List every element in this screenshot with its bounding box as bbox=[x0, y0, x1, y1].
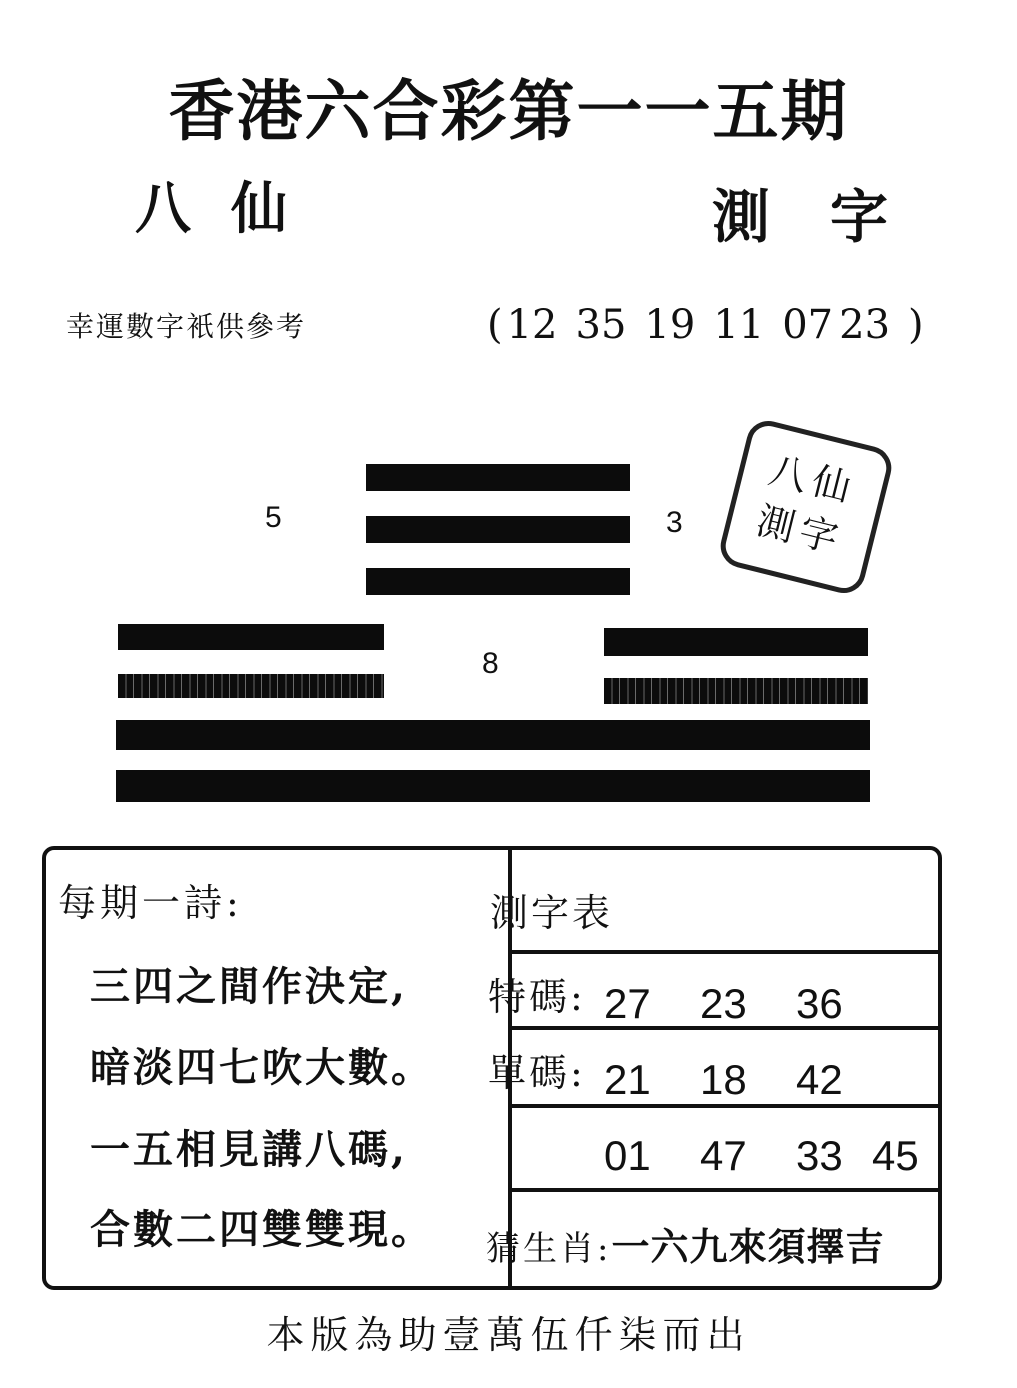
subtitle-baxian: 八仙 bbox=[135, 176, 327, 242]
lucky-number: 19 bbox=[644, 302, 696, 348]
lucky-open-paren: ( bbox=[487, 302, 503, 348]
table-number: 36 bbox=[796, 980, 843, 1027]
table-number: 23 bbox=[700, 980, 747, 1027]
stamp-line-2: 測字 bbox=[752, 498, 849, 563]
lucky-numbers-label: 幸運數字衹供參考 bbox=[66, 310, 307, 343]
lucky-number: 35 bbox=[575, 302, 627, 348]
lucky-number: 11 bbox=[713, 302, 765, 348]
table-number: 47 bbox=[700, 1132, 747, 1179]
lower-solid-bar-2 bbox=[116, 770, 870, 802]
poem-line: 暗淡四七吹大數。 bbox=[90, 1044, 434, 1091]
table-rule-3 bbox=[512, 1104, 938, 1108]
upper-bar-1 bbox=[366, 464, 630, 491]
table-number: 45 bbox=[872, 1132, 919, 1179]
extra-numbers bbox=[604, 1132, 932, 1180]
number-left: 5 bbox=[265, 501, 282, 534]
zodiac-row bbox=[486, 1216, 884, 1271]
upper-bar-3 bbox=[366, 568, 630, 595]
lower-broken-bar-left-2 bbox=[118, 674, 384, 698]
lower-broken-bar-right-2 bbox=[604, 678, 868, 704]
stamp-line-1: 八仙 bbox=[764, 447, 861, 512]
table-number: 42 bbox=[796, 1056, 843, 1103]
single-code-numbers bbox=[604, 1056, 892, 1104]
table-number: 21 bbox=[604, 1056, 651, 1103]
poem-line: 合數二四雙雙現。 bbox=[90, 1206, 434, 1253]
page-title: 香港六合彩第一一五期 bbox=[168, 72, 849, 150]
poem-title: 每期一詩: bbox=[58, 881, 243, 925]
poem-line: 一五相見講八碼, bbox=[90, 1126, 408, 1173]
table-number: 01 bbox=[604, 1132, 651, 1179]
table-number: 18 bbox=[700, 1056, 747, 1103]
lucky-number: 12 bbox=[506, 302, 558, 348]
footer-note: 本版為助壹萬伍仟柒而出 bbox=[266, 1313, 751, 1357]
subtitle-cezi: 測字 bbox=[712, 183, 949, 251]
lucky-number: 07 bbox=[782, 302, 834, 348]
lower-broken-bar-right-1 bbox=[604, 628, 868, 656]
number-right: 3 bbox=[666, 506, 683, 539]
table-title: 測字表 bbox=[490, 891, 614, 935]
lucky-close-paren: ) bbox=[908, 302, 924, 348]
zodiac-label: 猜生肖: bbox=[486, 1229, 612, 1269]
lower-solid-bar-1 bbox=[116, 720, 870, 750]
lower-broken-bar-left-1 bbox=[118, 624, 384, 650]
table-rule-4 bbox=[512, 1188, 938, 1192]
baxian-stamp bbox=[716, 416, 896, 597]
special-code-numbers bbox=[604, 980, 892, 1028]
zodiac-value: 一六九來須擇吉 bbox=[611, 1224, 885, 1269]
lucky-numbers bbox=[487, 302, 942, 348]
special-code-label: 特碼: bbox=[488, 975, 586, 1019]
number-center: 8 bbox=[482, 647, 499, 680]
table-number: 33 bbox=[796, 1132, 843, 1179]
table-rule-1 bbox=[512, 950, 938, 954]
table-number: 27 bbox=[604, 980, 651, 1027]
upper-bar-2 bbox=[366, 516, 630, 543]
lucky-number: 23 bbox=[839, 302, 891, 348]
poem-line: 三四之間作決定, bbox=[90, 963, 408, 1010]
single-code-label: 單碼: bbox=[488, 1051, 586, 1095]
